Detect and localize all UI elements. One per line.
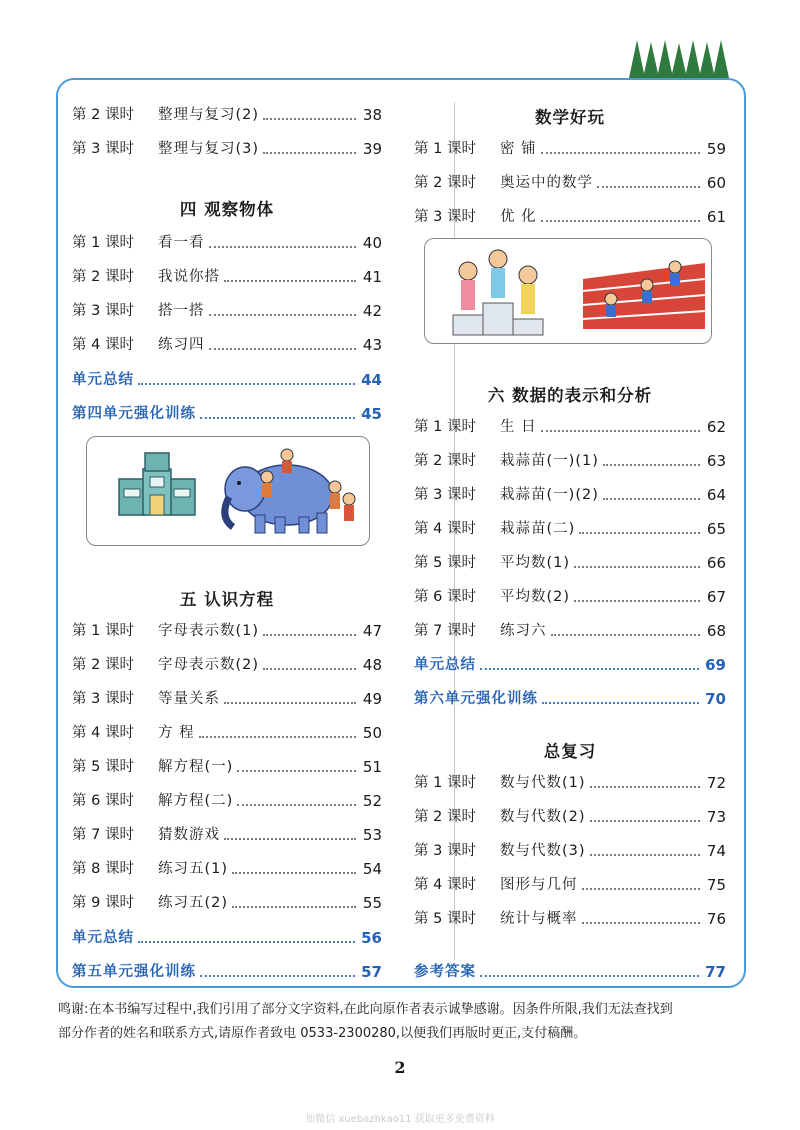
lesson-label: 第 4 课时 [414, 521, 476, 537]
toc-entry[interactable] [72, 264, 382, 286]
page-number: 48 [362, 656, 382, 674]
illustration-elephant [86, 436, 370, 546]
lesson-title: 看一看 [158, 235, 205, 251]
lesson-title: 练习六 [500, 623, 547, 639]
leader-dots [224, 838, 356, 840]
toc-entry[interactable] [414, 414, 726, 436]
lesson-label: 第 9 课时 [72, 895, 134, 911]
toc-entry[interactable] [414, 906, 726, 928]
lesson-title: 平均数(2) [500, 589, 571, 605]
training-title: 第五单元强化训练 [72, 964, 196, 980]
leader-dots [551, 634, 701, 636]
toc-entry[interactable] [72, 686, 382, 708]
toc-entry[interactable] [72, 754, 382, 776]
page-number: 52 [362, 792, 382, 810]
toc-entry[interactable] [72, 618, 382, 640]
page-number: 49 [362, 690, 382, 708]
lesson-label: 第 2 课时 [414, 809, 476, 825]
toc-frame [56, 78, 746, 988]
leader-dots [209, 348, 357, 350]
toc-entry[interactable] [72, 720, 382, 742]
page-number: 67 [706, 588, 726, 606]
lesson-title: 我说你搭 [158, 269, 220, 285]
lesson-label: 第 1 课时 [414, 141, 476, 157]
toc-entry[interactable] [414, 516, 726, 538]
page-number: 42 [362, 302, 382, 320]
lesson-title: 猜数游戏 [158, 827, 220, 843]
lesson-label: 第 3 课时 [72, 691, 134, 707]
running-track-icon [583, 261, 705, 329]
unit-training-entry[interactable] [72, 959, 382, 981]
leader-dots [232, 906, 356, 908]
toc-entry[interactable] [414, 872, 726, 894]
page-number: 38 [362, 106, 382, 124]
page-number: 43 [362, 336, 382, 354]
lesson-label: 第 3 课时 [72, 303, 134, 319]
page-number: 66 [706, 554, 726, 572]
lesson-title: 数与代数(3) [500, 843, 586, 859]
toc-entry[interactable] [414, 204, 726, 226]
elephant-icon [225, 465, 333, 533]
lesson-title: 搭一搭 [158, 303, 205, 319]
leader-dots [480, 668, 699, 670]
page-number: 74 [706, 842, 726, 860]
lesson-title: 等量关系 [158, 691, 220, 707]
leader-dots [480, 975, 699, 977]
page-number: 72 [706, 774, 726, 792]
toc-entry[interactable] [72, 136, 382, 158]
unit-heading: 五 认识方程 [179, 590, 275, 609]
page-number: 70 [705, 690, 726, 708]
lesson-title: 字母表示数(2) [158, 657, 260, 673]
toc-entry[interactable] [72, 788, 382, 810]
page-number: 60 [706, 174, 726, 192]
lesson-title: 统计与概率 [500, 911, 578, 927]
lesson-title: 整理与复习(3) [158, 141, 260, 157]
unit-summary-entry[interactable] [414, 652, 726, 674]
toc-entry[interactable] [414, 838, 726, 860]
toc-entry[interactable] [414, 482, 726, 504]
lesson-title: 图形与几何 [500, 877, 578, 893]
unit-summary-entry[interactable] [72, 925, 382, 947]
lesson-title: 密 铺 [500, 141, 537, 157]
toc-entry[interactable] [414, 584, 726, 606]
lesson-label: 第 6 课时 [414, 589, 476, 605]
toc-entry[interactable] [72, 890, 382, 912]
page-number: 59 [706, 140, 726, 158]
building-icon [119, 453, 195, 515]
lesson-title: 方 程 [158, 725, 195, 741]
toc-entry[interactable] [414, 136, 726, 158]
podium-icon [453, 250, 543, 335]
leader-dots [224, 280, 356, 282]
unit-training-entry[interactable] [414, 686, 726, 708]
answers-title: 参考答案 [414, 964, 476, 980]
lesson-label: 第 4 课时 [72, 337, 134, 353]
leader-dots [263, 634, 356, 636]
lesson-title: 数与代数(2) [500, 809, 586, 825]
leader-dots [590, 786, 700, 788]
lesson-label: 第 7 课时 [72, 827, 134, 843]
lesson-label: 第 3 课时 [72, 141, 134, 157]
page-number: 64 [706, 486, 726, 504]
lesson-label: 第 3 课时 [414, 487, 476, 503]
lesson-label: 第 3 课时 [414, 843, 476, 859]
page-number: 45 [361, 405, 382, 423]
building-and-elephant-illustration [87, 437, 369, 545]
unit-training-entry[interactable] [72, 401, 382, 423]
leader-dots [237, 770, 356, 772]
page-number-footer: 2 [394, 1058, 406, 1077]
page-number: 62 [706, 418, 726, 436]
page-number: 56 [361, 929, 382, 947]
leader-dots [200, 975, 355, 977]
leader-dots [582, 888, 701, 890]
pine-trees-decoration [624, 38, 734, 78]
summary-title: 单元总结 [72, 930, 134, 946]
lesson-label: 第 6 课时 [72, 793, 134, 809]
lesson-title: 栽蒜苗(二) [500, 521, 576, 537]
lesson-title: 栽蒜苗(一)(2) [500, 487, 599, 503]
page-number: 51 [362, 758, 382, 776]
page-number: 69 [705, 656, 726, 674]
leader-dots [541, 430, 700, 432]
lesson-label: 第 4 课时 [414, 877, 476, 893]
leader-dots [603, 498, 700, 500]
leader-dots [209, 246, 357, 248]
toc-entry[interactable] [72, 332, 382, 354]
toc-entry[interactable] [72, 230, 382, 252]
leader-dots [224, 702, 356, 704]
lesson-label: 第 7 课时 [414, 623, 476, 639]
leader-dots [582, 922, 701, 924]
lesson-label: 第 5 课时 [414, 911, 476, 927]
leader-dots [200, 417, 355, 419]
lesson-title: 数与代数(1) [500, 775, 586, 791]
toc-entry[interactable] [72, 652, 382, 674]
lesson-label: 第 1 课时 [72, 623, 134, 639]
answers-entry[interactable] [414, 959, 726, 981]
lesson-title: 栽蒜苗(一)(1) [500, 453, 599, 469]
toc-entry[interactable] [72, 298, 382, 320]
toc-entry[interactable] [72, 856, 382, 878]
toc-entry[interactable] [414, 170, 726, 192]
lesson-label: 第 8 课时 [72, 861, 134, 877]
toc-entry[interactable] [72, 102, 382, 124]
lesson-label: 第 2 课时 [72, 269, 134, 285]
lesson-title: 生 日 [500, 419, 537, 435]
lesson-label: 第 2 课时 [72, 657, 134, 673]
leader-dots [263, 152, 356, 154]
page-number: 50 [362, 724, 382, 742]
toc-entry[interactable] [72, 822, 382, 844]
page-number: 73 [706, 808, 726, 826]
leader-dots [541, 220, 700, 222]
section-heading: 总复习 [543, 742, 597, 761]
leader-dots [579, 532, 700, 534]
page-number: 54 [362, 860, 382, 878]
toc-entry[interactable] [414, 550, 726, 572]
page-number: 57 [361, 963, 382, 981]
acknowledgement-line-2: 部分作者的姓名和联系方式,请原作者致电 0533-2300280,以便我们再版时更正,支付稿酬。 [58, 1026, 587, 1041]
lesson-title: 解方程(一) [158, 759, 234, 775]
lesson-label: 第 5 课时 [72, 759, 134, 775]
summary-title: 单元总结 [72, 372, 134, 388]
unit-summary-entry[interactable] [72, 367, 382, 389]
lesson-label: 第 2 课时 [414, 175, 476, 191]
lesson-label: 第 2 课时 [72, 107, 134, 123]
watermark-text: 加微信 xuebazhkao11 获取更多免费资料 [305, 1114, 495, 1125]
acknowledgement-note [58, 998, 748, 1046]
page-number: 77 [705, 963, 726, 981]
lesson-label: 第 1 课时 [72, 235, 134, 251]
lesson-label: 第 4 课时 [72, 725, 134, 741]
page-number: 75 [706, 876, 726, 894]
lesson-title: 解方程(二) [158, 793, 234, 809]
lesson-label: 第 2 课时 [414, 453, 476, 469]
lesson-label: 第 1 课时 [414, 775, 476, 791]
leader-dots [574, 600, 700, 602]
page-number: 68 [706, 622, 726, 640]
illustration-olympics [424, 238, 712, 344]
leader-dots [199, 736, 356, 738]
unit-heading: 六 数据的表示和分析 [487, 386, 653, 405]
leader-dots [232, 872, 356, 874]
leader-dots [263, 668, 356, 670]
leader-dots [590, 820, 700, 822]
page-number: 65 [706, 520, 726, 538]
summary-title: 单元总结 [414, 657, 476, 673]
page-number: 40 [362, 234, 382, 252]
unit-heading: 四 观察物体 [179, 200, 275, 219]
leader-dots [590, 854, 700, 856]
section-heading: 数学好玩 [535, 108, 605, 127]
leader-dots [603, 464, 700, 466]
toc-entry[interactable] [414, 804, 726, 826]
leader-dots [138, 941, 355, 943]
lesson-title: 字母表示数(1) [158, 623, 260, 639]
page-number: 41 [362, 268, 382, 286]
acknowledgement-line-1: 鸣谢:在本书编写过程中,我们引用了部分文字资料,在此向原作者表示诚挚感谢。因条件所限,我们无法查找到 [58, 1002, 673, 1017]
page-number: 47 [362, 622, 382, 640]
toc-entry[interactable] [414, 618, 726, 640]
toc-entry[interactable] [414, 770, 726, 792]
training-title: 第四单元强化训练 [72, 406, 196, 422]
lesson-title: 练习五(2) [158, 895, 229, 911]
lesson-title: 练习四 [158, 337, 205, 353]
page-number: 76 [706, 910, 726, 928]
podium-and-track-illustration [425, 239, 711, 343]
leader-dots [237, 804, 356, 806]
lesson-label: 第 3 课时 [414, 209, 476, 225]
training-title: 第六单元强化训练 [414, 691, 538, 707]
leader-dots [138, 383, 355, 385]
page-number: 44 [361, 371, 382, 389]
lesson-title: 整理与复习(2) [158, 107, 260, 123]
page-number: 61 [706, 208, 726, 226]
leader-dots [542, 702, 699, 704]
lesson-title: 练习五(1) [158, 861, 229, 877]
lesson-label: 第 1 课时 [414, 419, 476, 435]
lesson-title: 奥运中的数学 [500, 175, 593, 191]
lesson-label: 第 5 课时 [414, 555, 476, 571]
leader-dots [209, 314, 357, 316]
page-number: 55 [362, 894, 382, 912]
leader-dots [597, 186, 700, 188]
page-number: 39 [362, 140, 382, 158]
leader-dots [541, 152, 700, 154]
lesson-title: 优 化 [500, 209, 537, 225]
lesson-title: 平均数(1) [500, 555, 571, 571]
leader-dots [263, 118, 356, 120]
leader-dots [574, 566, 700, 568]
toc-entry[interactable] [414, 448, 726, 470]
page-number: 63 [706, 452, 726, 470]
page-number: 53 [362, 826, 382, 844]
